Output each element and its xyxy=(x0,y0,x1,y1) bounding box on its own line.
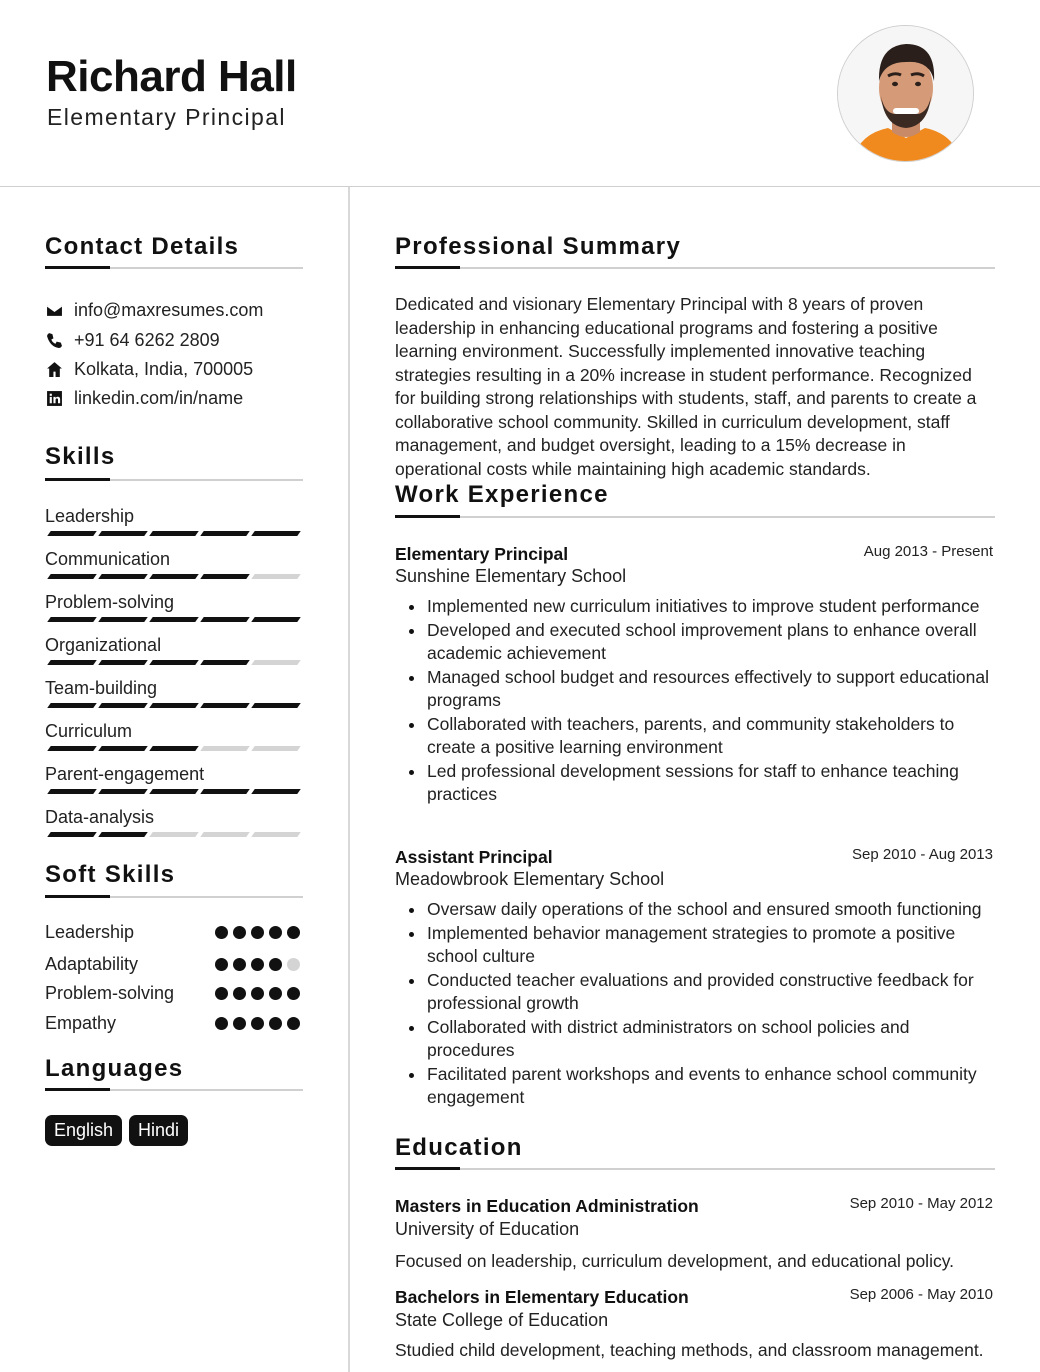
skill-level-segment xyxy=(149,617,199,622)
degree-description: Studied child development, teaching methods, and classroom management. xyxy=(395,1340,984,1360)
contact-phone-text: +91 64 6262 2809 xyxy=(74,329,220,350)
soft-skill-rating-dot xyxy=(287,1017,300,1030)
skill-level-segment xyxy=(98,617,148,622)
list-item: Developed and executed school improvement plans to enhance overall academic achievement xyxy=(427,619,997,666)
skill-level-segment xyxy=(251,789,301,794)
contact-address xyxy=(45,357,253,381)
skill-level-segment xyxy=(47,746,97,751)
skill-level-bar xyxy=(46,789,302,794)
skill-level-segment xyxy=(251,574,301,579)
degree-title: Masters in Education Administration xyxy=(395,1196,699,1216)
contact-section-rule xyxy=(45,267,303,269)
soft-skill-rating-dot xyxy=(215,958,228,971)
skill-level-segment xyxy=(149,574,199,579)
skill-level-segment xyxy=(149,703,199,708)
list-item: Implemented behavior management strategies to promote a positive school culture xyxy=(427,922,997,969)
degree-title: Bachelors in Elementary Education xyxy=(395,1287,689,1307)
job-title: Elementary Principal xyxy=(395,544,569,564)
skill-label: Leadership xyxy=(45,506,135,526)
skill-item xyxy=(45,634,303,656)
language-badge: Hindi xyxy=(129,1115,188,1146)
experience-section-rule xyxy=(395,516,995,518)
list-item: Led professional development sessions for staff to enhance teaching practices xyxy=(427,760,997,807)
skill-level-segment xyxy=(251,832,301,837)
soft-skill-rating-dot xyxy=(287,958,300,971)
contact-address-text: Kolkata, India, 700005 xyxy=(74,358,254,379)
skill-level-bar xyxy=(46,574,302,579)
soft-skill-rating-dot xyxy=(251,926,264,939)
summary-section-rule xyxy=(395,267,995,269)
soft-skill-rating-dot xyxy=(233,987,246,1000)
skill-label: Parent-engagement xyxy=(45,764,205,784)
soft-skill-rating-dot xyxy=(233,926,246,939)
skill-level-bar xyxy=(46,660,302,665)
skill-label: Curriculum xyxy=(45,721,133,741)
skill-level-segment xyxy=(149,789,199,794)
avatar xyxy=(837,25,974,162)
linkedin-icon xyxy=(45,389,63,407)
skill-level-segment xyxy=(251,660,301,665)
skill-level-segment xyxy=(200,531,250,536)
job-dates: Aug 2013 - Present xyxy=(863,543,993,560)
degree-dates: Sep 2006 - May 2010 xyxy=(849,1286,993,1303)
degree-school: University of Education xyxy=(395,1219,580,1239)
skill-level-segment xyxy=(200,703,250,708)
skill-level-bar xyxy=(46,703,302,708)
skill-level-segment xyxy=(251,746,301,751)
job-title: Assistant Principal xyxy=(395,847,553,867)
soft-skill-label: Leadership xyxy=(45,922,135,942)
list-item: Collaborated with teachers, parents, and community stakeholders to create a positive learning environment xyxy=(427,713,997,760)
soft-skill-rating-dot xyxy=(215,926,228,939)
skill-level-segment xyxy=(200,574,250,579)
skill-level-segment xyxy=(149,531,199,536)
degree-school: State College of Education xyxy=(395,1310,609,1330)
soft-skill-rating-dot xyxy=(215,987,228,1000)
job-dates: Sep 2010 - Aug 2013 xyxy=(852,846,993,863)
skill-level-segment xyxy=(98,789,148,794)
soft-skill-item xyxy=(45,1011,303,1035)
skill-label: Communication xyxy=(45,549,171,569)
skill-level-segment xyxy=(149,660,199,665)
soft-skill-rating-dot xyxy=(215,1017,228,1030)
languages-section-rule xyxy=(45,1089,303,1091)
skill-item xyxy=(45,806,303,828)
soft-skill-rating-dot xyxy=(269,926,282,939)
skills-section-rule xyxy=(45,479,303,481)
skill-level-segment xyxy=(149,832,199,837)
job-bullets xyxy=(427,595,997,807)
job-organization: Meadowbrook Elementary School xyxy=(395,869,665,889)
skill-level-segment xyxy=(200,746,250,751)
skill-level-segment xyxy=(98,703,148,708)
skill-label: Team-building xyxy=(45,678,158,698)
soft-skill-rating-dot xyxy=(251,1017,264,1030)
skill-level-segment xyxy=(47,531,97,536)
contact-linkedin-text: linkedin.com/in/name xyxy=(74,387,244,408)
skill-label: Data-analysis xyxy=(45,807,155,827)
skill-level-segment xyxy=(200,789,250,794)
list-item: Conducted teacher evaluations and provided constructive feedback for professional growth xyxy=(427,969,997,1016)
soft-skill-label: Adaptability xyxy=(45,954,139,974)
contact-email[interactable] xyxy=(45,298,263,322)
soft-skill-label: Empathy xyxy=(45,1013,117,1033)
contact-phone[interactable] xyxy=(45,328,220,352)
summary-text: Dedicated and visionary Elementary Principal with 8 years of proven leadership in enhancing educational programs and fostering a positive learning environment. Successfully implemented innovative teaching strategies resulting in a 20% increase in student performance. Recognized for building strong relationships with students, staff, and parents to create a collaborative school community. Skilled in curriculum development, staff management, and budget oversight, leading to a 15% decrease in operational costs while maintaining high academic standards. xyxy=(395,294,977,479)
soft-skill-rating-dot xyxy=(287,987,300,1000)
soft-skill-rating-dot xyxy=(251,958,264,971)
column-divider xyxy=(348,187,350,1372)
soft-skill-rating-dot xyxy=(269,1017,282,1030)
contact-email-text: info@maxresumes.com xyxy=(74,299,264,320)
skill-level-segment xyxy=(47,789,97,794)
skill-level-segment xyxy=(98,746,148,751)
list-item: Implemented new curriculum initiatives to improve student performance xyxy=(427,595,997,619)
skill-level-segment xyxy=(47,660,97,665)
skill-level-bar xyxy=(46,531,302,536)
skill-level-segment xyxy=(200,832,250,837)
skill-item xyxy=(45,763,303,785)
resume-header xyxy=(0,0,1040,187)
skill-item xyxy=(45,720,303,742)
phone-icon xyxy=(45,331,63,349)
candidate-title: Elementary Principal xyxy=(47,104,286,130)
skill-level-segment xyxy=(98,574,148,579)
skill-level-segment xyxy=(47,832,97,837)
skill-level-segment xyxy=(98,832,148,837)
soft-skill-item xyxy=(45,981,303,1005)
candidate-name: Richard Hall xyxy=(46,52,297,101)
soft-skill-rating-dot xyxy=(287,926,300,939)
skill-level-segment xyxy=(200,617,250,622)
skills-section-title: Skills xyxy=(45,443,116,470)
degree-description: Focused on leadership, curriculum development, and educational policy. xyxy=(395,1251,955,1271)
skill-level-segment xyxy=(200,660,250,665)
skill-level-segment xyxy=(98,531,148,536)
skill-level-bar xyxy=(46,746,302,751)
soft-skill-rating-dot xyxy=(251,987,264,1000)
home-icon xyxy=(45,360,63,378)
skill-label: Organizational xyxy=(45,635,162,655)
skill-item xyxy=(45,548,303,570)
soft-skills-section-rule xyxy=(45,896,303,898)
skill-level-segment xyxy=(47,703,97,708)
soft-skill-rating-dot xyxy=(269,958,282,971)
skill-level-segment xyxy=(149,746,199,751)
skill-level-segment xyxy=(251,617,301,622)
soft-skill-rating-dot xyxy=(233,958,246,971)
soft-skill-item xyxy=(45,920,303,944)
skill-level-segment xyxy=(47,617,97,622)
skill-level-segment xyxy=(251,531,301,536)
soft-skill-item xyxy=(45,952,303,976)
soft-skills-section-title: Soft Skills xyxy=(45,861,176,888)
skill-level-segment xyxy=(98,660,148,665)
list-item: Managed school budget and resources effectively to support educational programs xyxy=(427,666,997,713)
list-item: Oversaw daily operations of the school and ensured smooth functioning xyxy=(427,898,997,922)
experience-section-title: Work Experience xyxy=(395,481,609,508)
skill-item xyxy=(45,591,303,613)
job-organization: Sunshine Elementary School xyxy=(395,566,627,586)
list-item: Collaborated with district administrators on school policies and procedures xyxy=(427,1016,997,1063)
skill-level-segment xyxy=(251,703,301,708)
summary-section-title: Professional Summary xyxy=(395,233,682,260)
job-bullets xyxy=(427,898,997,1110)
contact-linkedin[interactable] xyxy=(45,386,243,410)
education-section-title: Education xyxy=(395,1134,523,1161)
language-badge: English xyxy=(45,1115,122,1146)
soft-skill-rating-dot xyxy=(233,1017,246,1030)
soft-skill-label: Problem-solving xyxy=(45,983,175,1003)
contact-section-title: Contact Details xyxy=(45,233,240,260)
skill-label: Problem-solving xyxy=(45,592,175,612)
skill-item xyxy=(45,505,303,527)
skill-level-bar xyxy=(46,832,302,837)
envelope-icon xyxy=(45,301,63,319)
profile-photo xyxy=(838,26,974,162)
education-section-rule xyxy=(395,1168,995,1170)
list-item: Facilitated parent workshops and events to enhance school community engagement xyxy=(427,1063,997,1110)
languages-section-title: Languages xyxy=(45,1055,184,1082)
soft-skill-rating-dot xyxy=(269,987,282,1000)
degree-dates: Sep 2010 - May 2012 xyxy=(849,1195,993,1212)
skill-level-segment xyxy=(47,574,97,579)
skill-item xyxy=(45,677,303,699)
skill-level-bar xyxy=(46,617,302,622)
